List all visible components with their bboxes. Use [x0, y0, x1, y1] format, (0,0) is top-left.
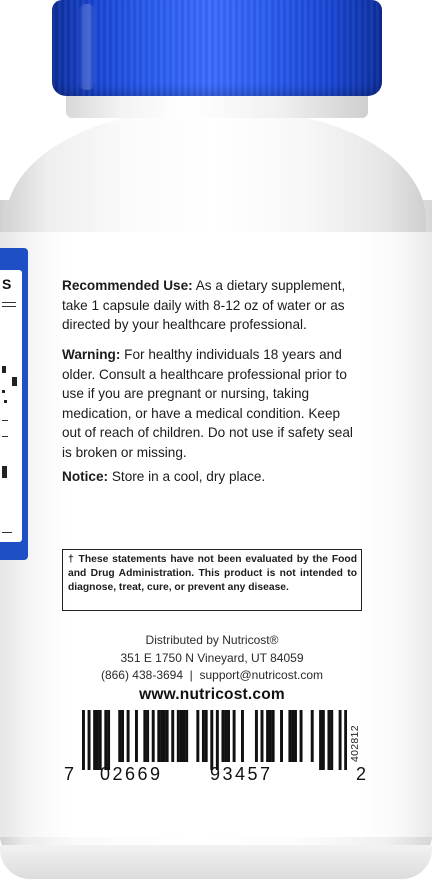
distributor-contact: (866) 438-3694 | support@nutricost.com [100, 668, 324, 682]
bottle-bottom [0, 845, 432, 879]
barcode-bar [177, 710, 180, 762]
barcode-bar [233, 710, 236, 762]
distributor-address: 351 E 1750 N Vineyard, UT 84059 [120, 651, 304, 665]
cap-highlight [78, 4, 96, 90]
barcode-group-2: 93457 [210, 764, 273, 784]
barcode-bar [288, 710, 291, 762]
recommended-use-text: As a dietary supplement, take 1 capsule daily with 8-12 oz of water or as directed by your healthcare professional. [62, 278, 346, 332]
barcode-bar [210, 710, 213, 770]
recommended-use-label: Recommended Use: [62, 278, 193, 293]
barcode-bar [163, 710, 166, 762]
barcode-group-1: 02669 [100, 764, 163, 784]
barcode-bar [202, 710, 205, 762]
barcode-bar [93, 710, 96, 770]
distributor: Distributed by Nutricost® [145, 633, 279, 647]
facts-divider [2, 302, 16, 303]
recommended-use [62, 276, 362, 335]
barcode-lead-digit: 7 [64, 764, 77, 784]
facts-mark [2, 390, 5, 393]
barcode-bar [241, 710, 244, 762]
notice-text: Store in a cool, dry place. [108, 469, 266, 484]
warning [62, 345, 362, 462]
barcode-bar [152, 710, 155, 762]
facts-mark [4, 400, 7, 403]
barcode-bar [311, 710, 314, 762]
barcode-bar [216, 710, 219, 770]
barcode-bar [280, 710, 283, 762]
facts-divider [2, 436, 8, 437]
barcode-bar [221, 710, 224, 762]
barcode-bar [96, 710, 99, 770]
barcode-bar [88, 710, 91, 770]
barcode-bar [224, 710, 227, 762]
barcode-bar [104, 710, 107, 770]
barcode-bar [322, 710, 325, 770]
barcode-bar [269, 710, 272, 762]
front-label-fragment: S [2, 276, 12, 292]
barcode-bar [143, 710, 146, 762]
barcode-bar [121, 710, 124, 762]
barcode-bar [146, 710, 149, 762]
barcode-bar [291, 710, 294, 762]
barcode-bar [185, 710, 188, 762]
lot-code: 402812 [349, 725, 361, 762]
barcode-bar [339, 710, 342, 770]
facts-mark [12, 377, 17, 386]
barcode [82, 710, 347, 770]
cap-ridges [52, 0, 382, 96]
barcode-bar [272, 710, 275, 762]
barcode-bar [182, 710, 185, 762]
supplement-facts-edge [0, 270, 22, 542]
website: www.nutricost.com [139, 686, 285, 703]
barcode-bar [107, 710, 110, 770]
barcode-trail-digit: 2 [356, 764, 369, 784]
facts-mark [2, 466, 7, 478]
notice [62, 467, 362, 487]
barcode-bar [344, 710, 347, 770]
barcode-bar [255, 710, 258, 762]
barcode-bar [166, 710, 169, 762]
barcode-bar [157, 710, 160, 762]
barcode-bar [82, 710, 85, 770]
fda-disclaimer: † These statements have not been evaluated by the Food and Drug Administration. This product is not intended to diagnose, treat, cure, or prevent any disease. [62, 549, 362, 611]
warning-label: Warning: [62, 347, 121, 362]
bottle-cap [52, 0, 382, 96]
barcode-bar [160, 710, 163, 762]
barcode-bar [196, 710, 199, 762]
notice-label: Notice: [62, 469, 109, 484]
barcode-bar [135, 710, 138, 762]
facts-divider [2, 532, 12, 533]
barcode-bar [294, 710, 297, 762]
barcode-bar [261, 710, 264, 762]
facts-divider [2, 420, 8, 421]
warning-text: For healthy individuals 18 years and older. Consult a healthcare professional prior to use if you are pregnant or nursing, taking medication, or have a medical condition. Keep out of reach of children. Do not use if safety seal is broken or missing. [62, 347, 353, 460]
barcode-bar [327, 710, 330, 770]
barcode-bar [266, 710, 269, 762]
barcode-bar [227, 710, 230, 762]
barcode-bar [99, 710, 102, 770]
barcode-bar [171, 710, 174, 762]
barcode-bar [118, 710, 121, 762]
barcode-bar [300, 710, 303, 762]
barcode-bar [319, 710, 322, 770]
barcode-bars [82, 710, 347, 770]
barcode-bar [330, 710, 333, 770]
facts-mark [2, 366, 6, 373]
barcode-bar [127, 710, 130, 762]
barcode-bar [180, 710, 183, 762]
facts-divider [2, 306, 16, 307]
barcode-bar [205, 710, 208, 762]
